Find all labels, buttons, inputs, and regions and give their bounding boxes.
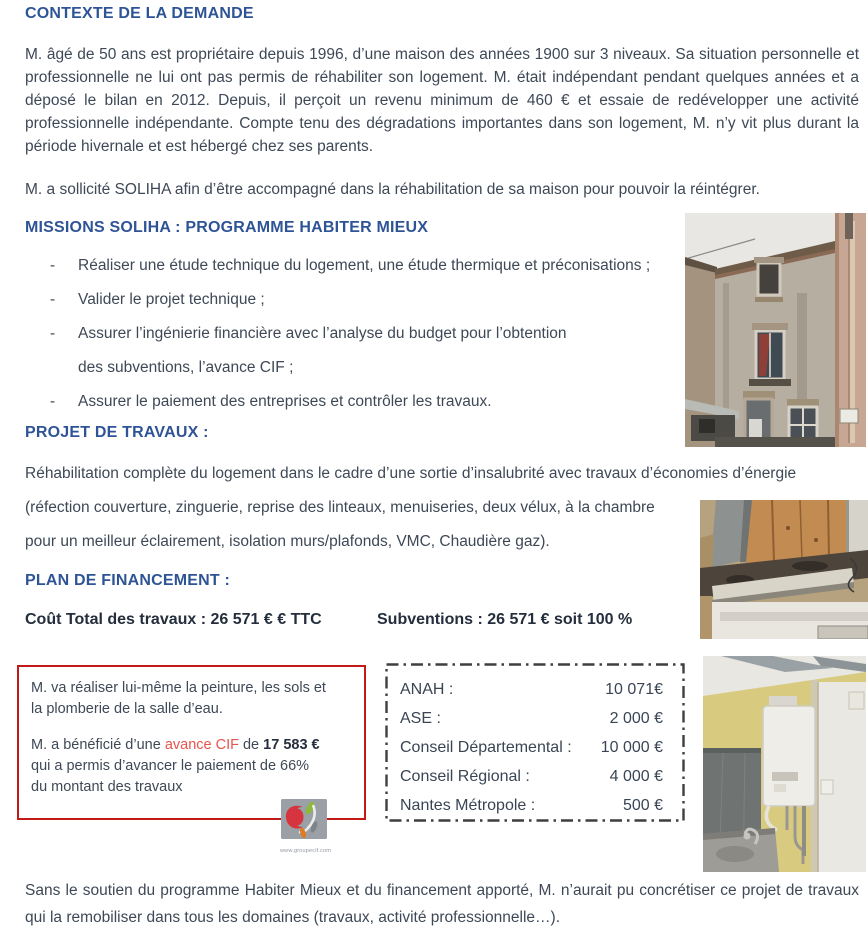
- photo-gas-boiler: [703, 656, 866, 872]
- bullet-dash: -: [50, 257, 56, 274]
- avance-amount: 17 583 €: [263, 737, 320, 753]
- bullet-dash: -: [50, 393, 56, 410]
- section-heading-financement: PLAN DE FINANCEMENT :: [25, 572, 231, 589]
- highlight-line: M. va réaliser lui-même la peinture, les sols et: [31, 680, 326, 696]
- paragraph-travaux: Réhabilitation complète du logement dans le cadre d’une sortie d’insalubrité avec travaux d’économies d’énergie (réfection couverture, zinguerie, reprise des linteaux, menuiseries, deux vélux, à la chambre pour un meilleur éclairement, isolation murs/plafonds, VMC, Chaudière gaz).: [25, 465, 797, 550]
- missions-list: [50, 254, 690, 424]
- section-heading-missions: MISSIONS SOLIHA : PROGRAMME HABITER MIEUX: [25, 219, 429, 236]
- cif-logo-caption: www.groupecif.com: [280, 848, 332, 854]
- list-item: - Assurer le paiement des entreprises et contrôler les travaux.: [50, 390, 690, 413]
- cif-logo: [280, 799, 332, 855]
- total-cost-value: Coût Total des travaux : 26 571 € € TTC: [25, 611, 322, 628]
- highlight-box-avance-cif: [17, 665, 366, 820]
- highlight-line: M. a bénéficié d’une avance CIF de 17 583 €: [31, 737, 320, 753]
- cif-logo-icon: [281, 799, 327, 843]
- table-row: Conseil Départemental : 10 000 €: [400, 738, 663, 756]
- list-item: - Valider le projet technique ;: [50, 288, 690, 311]
- photo-house-facade: [685, 213, 866, 447]
- paragraph-conclusion: Sans le soutien du programme Habiter Mieux et du financement apporté, M. n’aurait pu concrétiser ce projet de travaux qui la remobiliser dans tous les domaines (travaux, activité professionnelle…).: [25, 882, 859, 926]
- paragraph-sollicitation: M. a sollicité SOLIHA afin d’être accompagné dans la réhabilitation de sa maison pour pouvoir la réintégrer.: [25, 181, 760, 198]
- bullet-dash: -: [50, 291, 56, 308]
- section-heading-travaux: PROJET DE TRAVAUX :: [25, 424, 209, 441]
- list-item: - Assurer l’ingénierie financière avec l’analyse du budget pour l’obtention: [50, 322, 690, 345]
- table-row: Nantes Métropole : 500 €: [400, 796, 663, 814]
- subsidy-table-box: [385, 663, 685, 822]
- paragraph-contexte: M. âgé de 50 ans est propriétaire depuis 1996, d’une maison des années 1900 sur 3 niveaux. Sa situation personnelle et professionnelle ne lui ont pas permis de réhabiliter son logement. M. était indépendant pendant quelques années et a déposé le bilan en 2012. Depuis, il perçoit un revenu minimum de 460 € et essaie de redévelopper une activité professionnelle indépendante. Compte tenu des dégradations importantes dans son logement, M. n’y vit plus durant la période hivernale et est hébergé chez ses parents.: [25, 46, 859, 155]
- table-row: ASE : 2 000 €: [400, 709, 663, 727]
- section-heading-contexte: CONTEXTE DE LA DEMANDE: [25, 5, 254, 22]
- table-row: Conseil Régional : 4 000 €: [400, 767, 663, 785]
- photo-damaged-lintel: [700, 500, 868, 639]
- highlight-line: la plomberie de la salle d’eau.: [31, 701, 223, 717]
- table-row: ANAH : 10 071€: [400, 680, 663, 698]
- avance-cif-text: avance CIF: [164, 737, 239, 753]
- highlight-line: qui a permis d’avancer le paiement de 66%: [31, 758, 310, 774]
- subsidy-table: [400, 675, 663, 820]
- bullet-dash: -: [50, 325, 56, 342]
- subsidies-total-value: Subventions : 26 571 € soit 100 %: [377, 611, 633, 628]
- list-item-continuation: des subventions, l’avance CIF ;: [78, 359, 294, 376]
- highlight-line: du montant des travaux: [31, 779, 183, 795]
- list-item: - Réaliser une étude technique du logement, une étude thermique et préconisations ;: [50, 254, 690, 277]
